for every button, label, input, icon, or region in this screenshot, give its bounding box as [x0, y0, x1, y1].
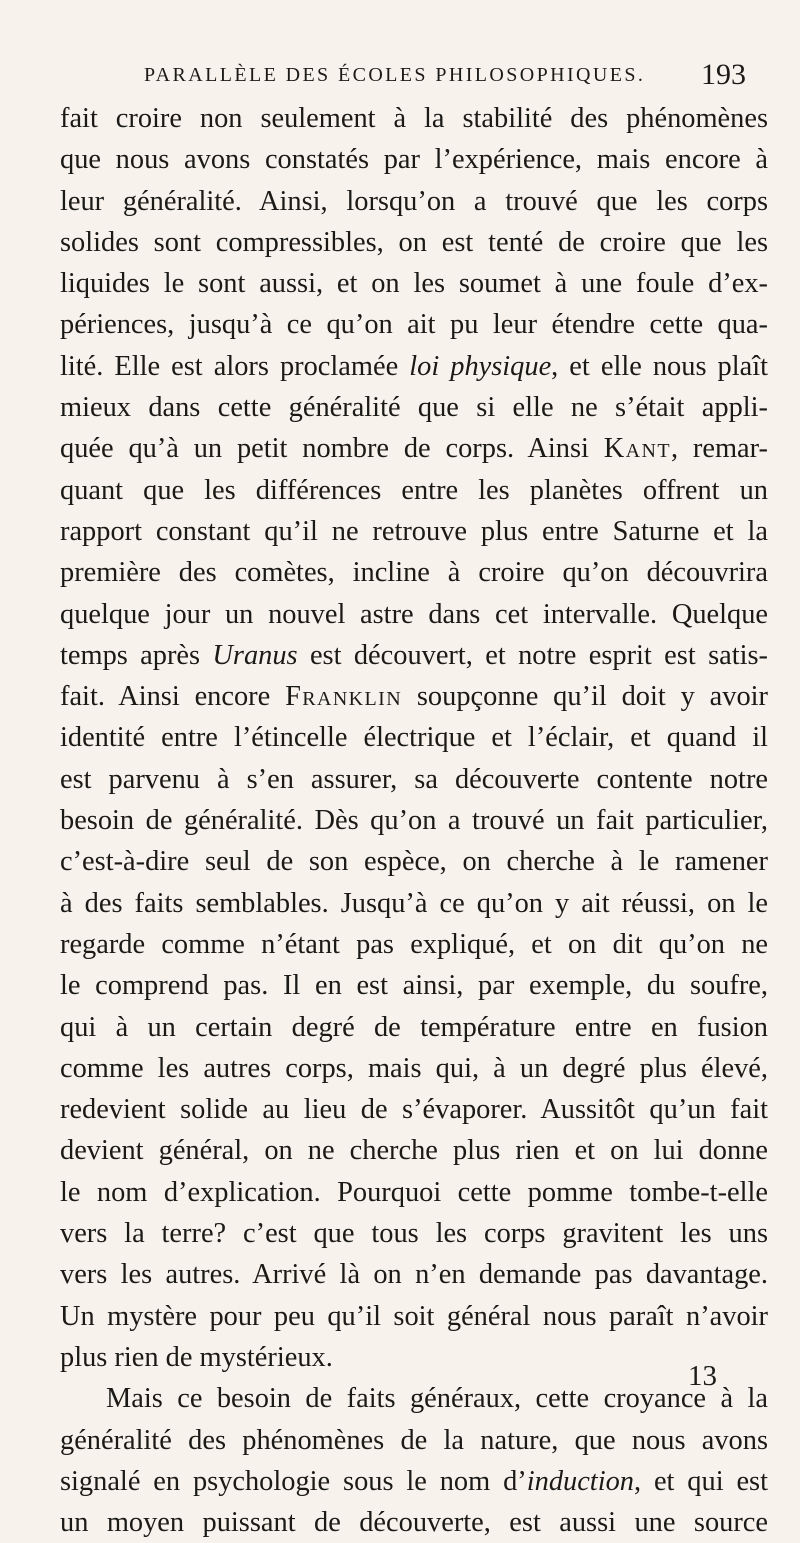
text-run: le nom d’explication. Pourquoi cette pomme tombe-t-elle [60, 1176, 768, 1208]
proper-name: Franklin [285, 681, 403, 713]
text-line [60, 883, 768, 924]
text-run: regarde comme n’étant pas expliqué, et on dit qu’on ne [60, 928, 768, 960]
text-run: rapport constant qu’il ne retrouve plus entre Saturne et la [60, 515, 768, 547]
text-run: périences, jusqu’à ce qu’on ait pu leur étendre cette qua- [60, 309, 768, 341]
text-run: que nous avons constatés par l’expérience, mais encore à [60, 144, 768, 176]
italic-term: loi physique [409, 350, 552, 382]
text-line [60, 263, 768, 304]
text-line [60, 594, 768, 635]
text-run: lité. Elle est alors proclamée [60, 350, 410, 382]
text-run: vers les autres. Arrivé là on n’en demande pas davantage. [60, 1259, 768, 1291]
text-run: vers la terre? c’est que tous les corps gravitent les uns [60, 1218, 768, 1250]
text-line [60, 759, 768, 800]
text-run: qui à un certain degré de température entre en fusion [60, 1011, 768, 1043]
text-line [60, 181, 768, 222]
text-line [60, 1213, 768, 1254]
text-line [60, 1089, 768, 1130]
text-line [60, 1461, 768, 1502]
text-line [60, 1502, 768, 1543]
text-run: , remar- [670, 433, 768, 465]
text-line [60, 1172, 768, 1213]
text-run: liquides le sont aussi, et on les soumet à une foule d’ex- [60, 268, 768, 300]
body-text [60, 98, 768, 1543]
text-run: Un mystère pour peu qu’il soit général nous paraît n’avoir [60, 1300, 768, 1332]
page-number: 193 [701, 58, 746, 91]
text-line [60, 676, 768, 717]
italic-term: Uranus [212, 639, 298, 671]
signature-mark: 13 [688, 1360, 717, 1392]
text-run: quelque jour un nouvel astre dans cet intervalle. Quelque [60, 598, 768, 630]
text-run: devient général, on ne cherche plus rien et on lui donne [60, 1135, 768, 1167]
text-line [60, 1007, 768, 1048]
text-line [60, 1254, 768, 1295]
text-run: un moyen puissant de découverte, est aussi une source [60, 1507, 768, 1539]
text-line [60, 470, 768, 511]
text-run: redevient solide au lieu de s’évaporer. Aussitôt qu’un fait [60, 1094, 768, 1126]
text-line [60, 98, 768, 139]
text-line [60, 800, 768, 841]
text-line [60, 1130, 768, 1171]
text-run: à des faits semblables. Jusqu’à ce qu’on y ait réussi, on le [60, 887, 768, 919]
text-line [60, 304, 768, 345]
text-run: signalé en psychologie sous le nom d’ [60, 1465, 527, 1497]
text-line [60, 387, 768, 428]
text-line [60, 717, 768, 758]
text-run: soupçonne qu’il doit y avoir [402, 681, 768, 713]
text-run: plus rien de mystérieux. [60, 1341, 333, 1373]
text-line [60, 139, 768, 180]
text-run: , et elle nous plaît [551, 350, 768, 382]
text-line [60, 841, 768, 882]
text-line [60, 1420, 768, 1461]
text-run: généralité des phénomènes de la nature, que nous avons [60, 1424, 768, 1456]
text-run: fait croire non seulement à la stabilité des phénomènes [60, 103, 768, 134]
text-run: Mais ce besoin de faits généraux, cette croyance à la [106, 1383, 768, 1415]
text-line [60, 222, 768, 263]
text-line [60, 1378, 768, 1419]
text-line [60, 924, 768, 965]
text-line [60, 511, 768, 552]
text-run: fait. Ainsi encore [60, 681, 286, 713]
text-run: temps après [60, 639, 213, 671]
text-run: est découvert, et notre esprit est satis- [297, 639, 768, 671]
proper-name: Kant [603, 433, 671, 465]
text-run: solides sont compressibles, on est tenté de croire que les [60, 226, 768, 258]
text-run: quant que les différences entre les planètes offrent un [60, 474, 768, 506]
text-run: est parvenu à s’en assurer, sa découverte contente notre [60, 763, 768, 795]
text-line [60, 428, 768, 469]
text-run: quée qu’à un petit nombre de corps. Ainsi [60, 433, 604, 465]
text-run: leur généralité. Ainsi, lorsqu’on a trouvé que les corps [60, 185, 768, 217]
text-line [60, 635, 768, 676]
text-line [60, 552, 768, 593]
text-line [60, 1337, 768, 1378]
text-line [60, 1048, 768, 1089]
running-head [118, 58, 746, 98]
text-line [60, 346, 768, 387]
text-run: c’est-à-dire seul de son espèce, on cherche à le ramener [60, 846, 768, 878]
text-run: besoin de généralité. Dès qu’on a trouvé un fait particulier, [60, 805, 768, 837]
italic-term: induction [526, 1465, 634, 1497]
text-run: première des comètes, incline à croire qu’on découvrira [60, 557, 768, 589]
text-run: identité entre l’étincelle électrique et l’éclair, et quand il [60, 722, 768, 754]
text-run: mieux dans cette généralité que si elle ne s’était appli- [60, 392, 768, 424]
text-line [60, 965, 768, 1006]
text-run: , et qui est [633, 1465, 768, 1497]
text-run: le comprend pas. Il en est ainsi, par exemple, du soufre, [60, 970, 768, 1002]
running-title: PARALLÈLE DES ÉCOLES PHILOSOPHIQUES. [144, 64, 646, 86]
text-run: comme les autres corps, mais qui, à un degré plus élevé, [60, 1052, 768, 1084]
text-line [60, 1296, 768, 1337]
